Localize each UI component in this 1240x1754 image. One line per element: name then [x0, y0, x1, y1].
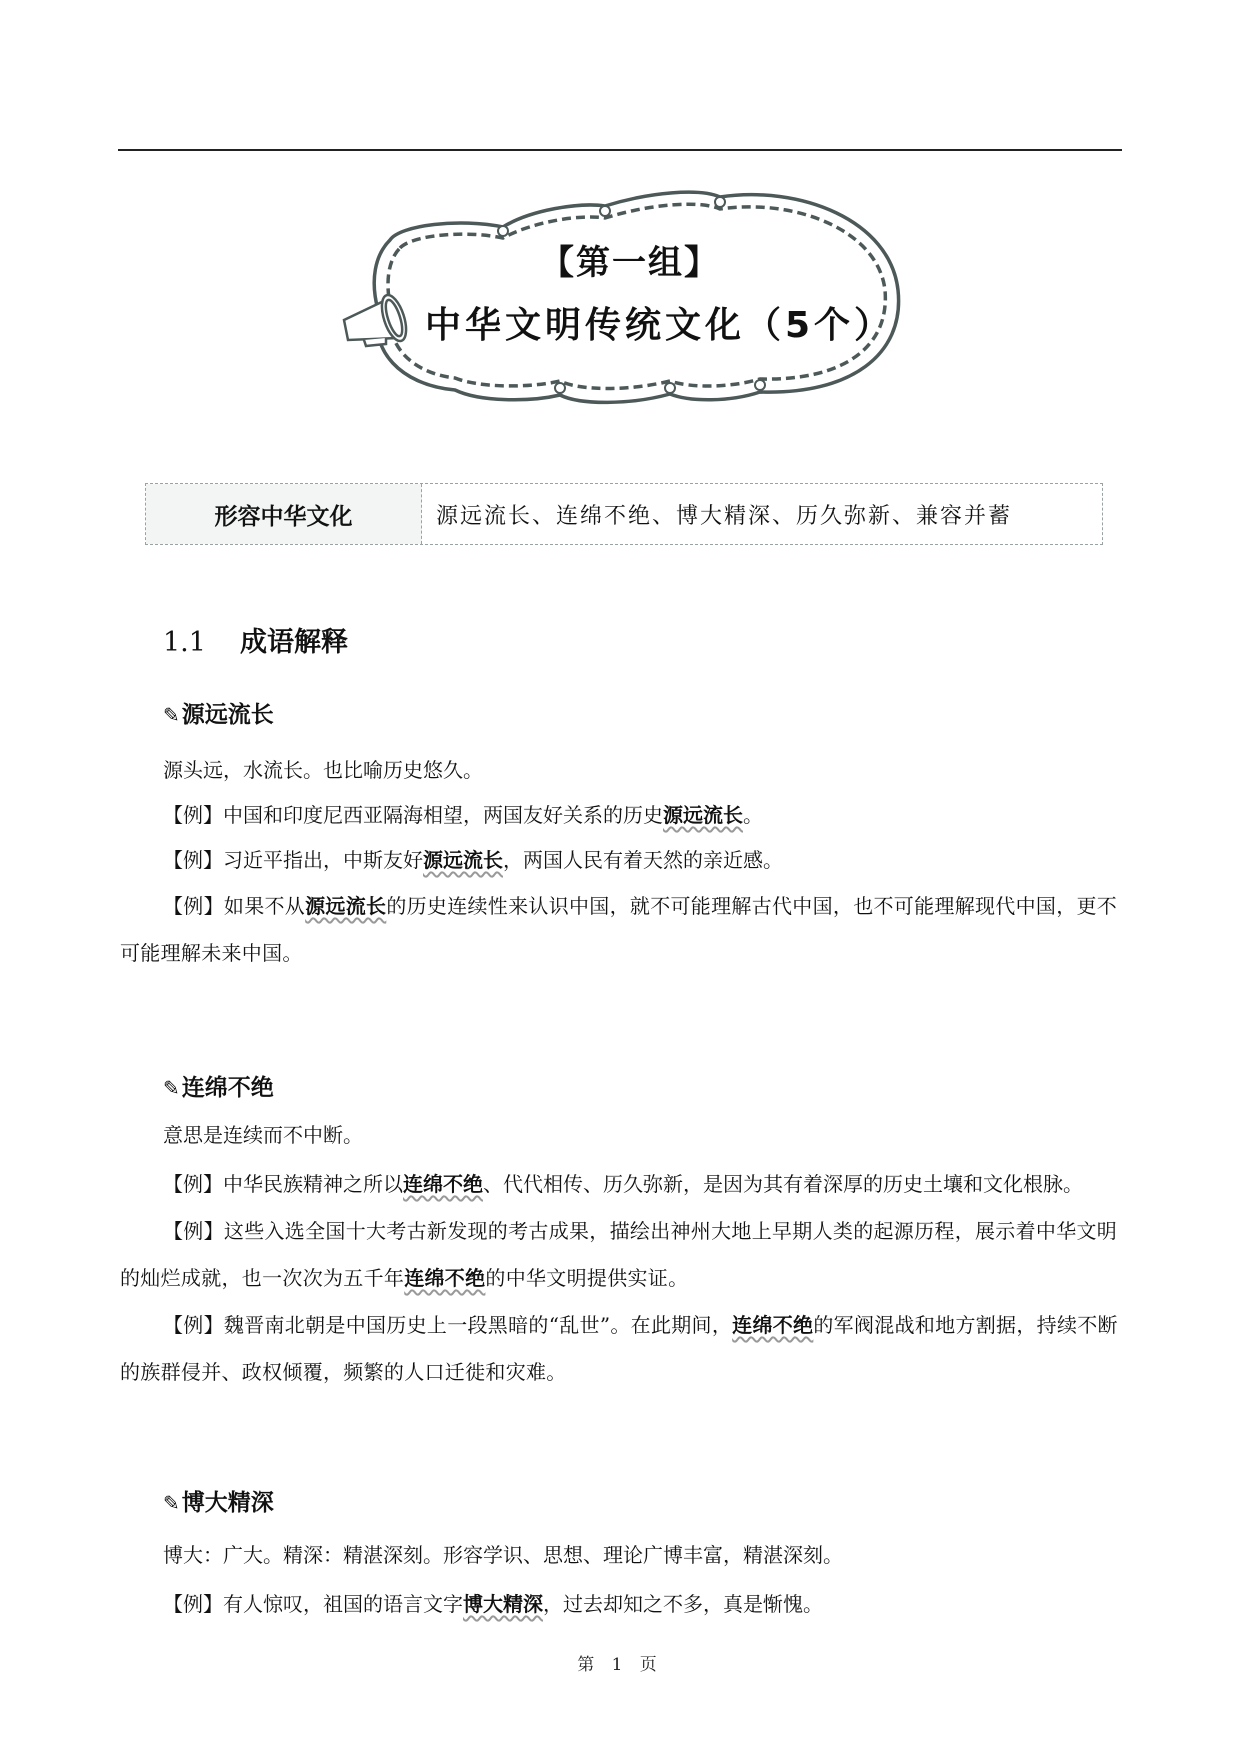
example-text: 的军阀混战和地方割据，持续不断的族群侵并、政权倾覆，频繁的人口迁徙和灾难。: [120, 1313, 1118, 1384]
idiom-name: 博大精深: [181, 1490, 274, 1516]
section-heading: [163, 620, 348, 659]
example-sentence: [163, 1172, 1123, 1196]
summary-table-value: 源远流长、连绵不绝、博大精深、历久弥新、兼容并蓄: [436, 503, 1013, 529]
idiom-highlight: 连绵不绝: [732, 1313, 814, 1337]
example-text: 。: [743, 803, 763, 827]
example-sentence: [120, 883, 1124, 977]
example-sentence: [120, 1302, 1124, 1396]
example-text: ，两国人民有着天然的亲近感。: [503, 848, 783, 872]
example-text: 中国和印度尼西亚隔海相望，两国友好关系的历史: [223, 803, 663, 827]
example-tag: 【例】: [163, 803, 223, 827]
example-text: 这些入选全国十大考古新发现的考古成果，描绘出神州大地上早期人类的起源历程，展示着中华文明的灿烂成就，也一次次为五千年: [120, 1219, 1118, 1290]
example-tag: 【例】: [163, 894, 224, 918]
example-text: 的中华文明提供实证。: [485, 1266, 689, 1290]
example-text: 习近平指出，中斯友好: [223, 848, 423, 872]
banner-title: 中华文明传统文化（5个）: [425, 305, 895, 346]
pencil-icon: ✎: [163, 703, 180, 727]
idiom-highlight: 连绵不绝: [403, 1172, 483, 1196]
idiom-highlight: 源远流长: [305, 894, 387, 918]
cloud-frame-icon: [330, 180, 910, 405]
example-text: 的历史连续性来认识中国，就不可能理解古代中国，也不可能理解现代中国，更不可能理解未来中国。: [120, 894, 1118, 965]
example-tag: 【例】: [163, 1592, 223, 1616]
example-tag: 【例】: [163, 1219, 224, 1243]
idiom-highlight: 博大精深: [463, 1592, 543, 1616]
idiom-definition: 博大：广大。精深：精湛深刻。形容学识、思想、理论广博丰富，精湛深刻。: [163, 1543, 843, 1567]
idiom-name: 连绵不绝: [181, 1075, 274, 1101]
idiom-highlight: 源远流长: [663, 803, 743, 827]
idiom-definition: 源头远，水流长。也比喻历史悠久。: [163, 758, 483, 782]
page-number: 第 1 页: [577, 1655, 663, 1675]
example-text: 如果不从: [223, 894, 306, 918]
idiom-heading: [163, 1484, 274, 1517]
example-sentence: [163, 1592, 1123, 1616]
example-tag: 【例】: [163, 1313, 224, 1337]
idiom-heading: [163, 696, 274, 729]
section-number: 1.1: [163, 627, 206, 658]
example-text: 中华民族精神之所以: [223, 1172, 403, 1196]
example-text: 、代代相传、历久弥新，是因为其有着深厚的历史土壤和文化根脉。: [483, 1172, 1083, 1196]
summary-table: [145, 483, 1103, 545]
title-banner: [330, 180, 910, 405]
group-label: 【第一组】: [540, 243, 720, 283]
summary-table-key: 形容中华文化: [146, 484, 422, 544]
pencil-icon: ✎: [163, 1076, 180, 1100]
section-title: 成语解释: [239, 627, 348, 658]
idiom-highlight: 源远流长: [423, 848, 503, 872]
example-tag: 【例】: [163, 1172, 223, 1196]
pencil-icon: ✎: [163, 1491, 180, 1515]
idiom-heading: [163, 1069, 274, 1102]
example-sentence: [120, 1208, 1124, 1302]
example-tag: 【例】: [163, 848, 223, 872]
example-text: ，过去却知之不多，真是惭愧。: [543, 1592, 823, 1616]
example-text: 有人惊叹，祖国的语言文字: [223, 1592, 463, 1616]
idiom-highlight: 连绵不绝: [404, 1266, 486, 1290]
idiom-name: 源远流长: [181, 702, 274, 728]
example-sentence: [163, 848, 1123, 872]
example-text: 魏晋南北朝是中国历史上一段黑暗的“乱世”。在此期间，: [223, 1313, 733, 1337]
example-sentence: [163, 803, 1123, 827]
header-rule: [118, 149, 1122, 151]
idiom-definition: 意思是连续而不中断。: [163, 1123, 363, 1147]
